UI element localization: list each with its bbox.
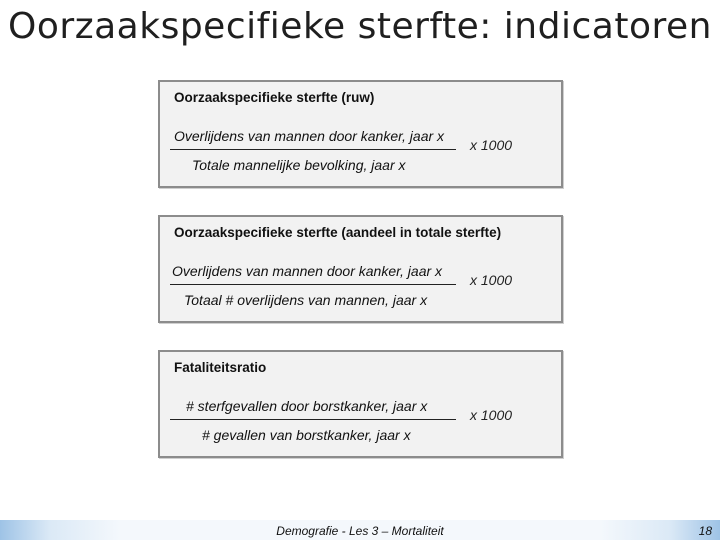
indicator-box-crude-rate [158, 80, 563, 188]
formula-numerator: Overlijdens van mannen door kanker, jaar x [172, 263, 443, 279]
formula-numerator: # sterfgevallen door borstkanker, jaar x [186, 398, 428, 414]
formula-denominator: Totale mannelijke bevolking, jaar x [192, 157, 406, 173]
formula-numerator: Overlijdens van mannen door kanker, jaar x [174, 128, 445, 144]
slide-title: Oorzaakspecifieke sterfte: indicatoren [8, 6, 712, 47]
page-number: 18 [698, 524, 712, 538]
footer-text: Demografie - Les 3 – Mortaliteit [276, 524, 444, 538]
formula-multiplier: x 1000 [470, 137, 513, 153]
formula-denominator: Totaal # overlijdens van mannen, jaar x [184, 292, 428, 308]
formula-multiplier: x 1000 [470, 272, 513, 288]
fraction-line [170, 149, 456, 150]
indicator-heading: Oorzaakspecifieke sterfte (aandeel in totale sterfte) [174, 225, 502, 240]
formula-denominator: # gevallen van borstkanker, jaar x [202, 427, 411, 443]
formula-multiplier: x 1000 [470, 407, 513, 423]
fraction-line [170, 284, 456, 285]
indicator-heading: Oorzaakspecifieke sterfte (ruw) [174, 90, 375, 105]
indicator-heading: Fataliteitsratio [174, 360, 267, 375]
fraction-line [170, 419, 456, 420]
indicator-box-fatality-ratio [158, 350, 563, 458]
indicator-box-share-of-deaths [158, 215, 563, 323]
